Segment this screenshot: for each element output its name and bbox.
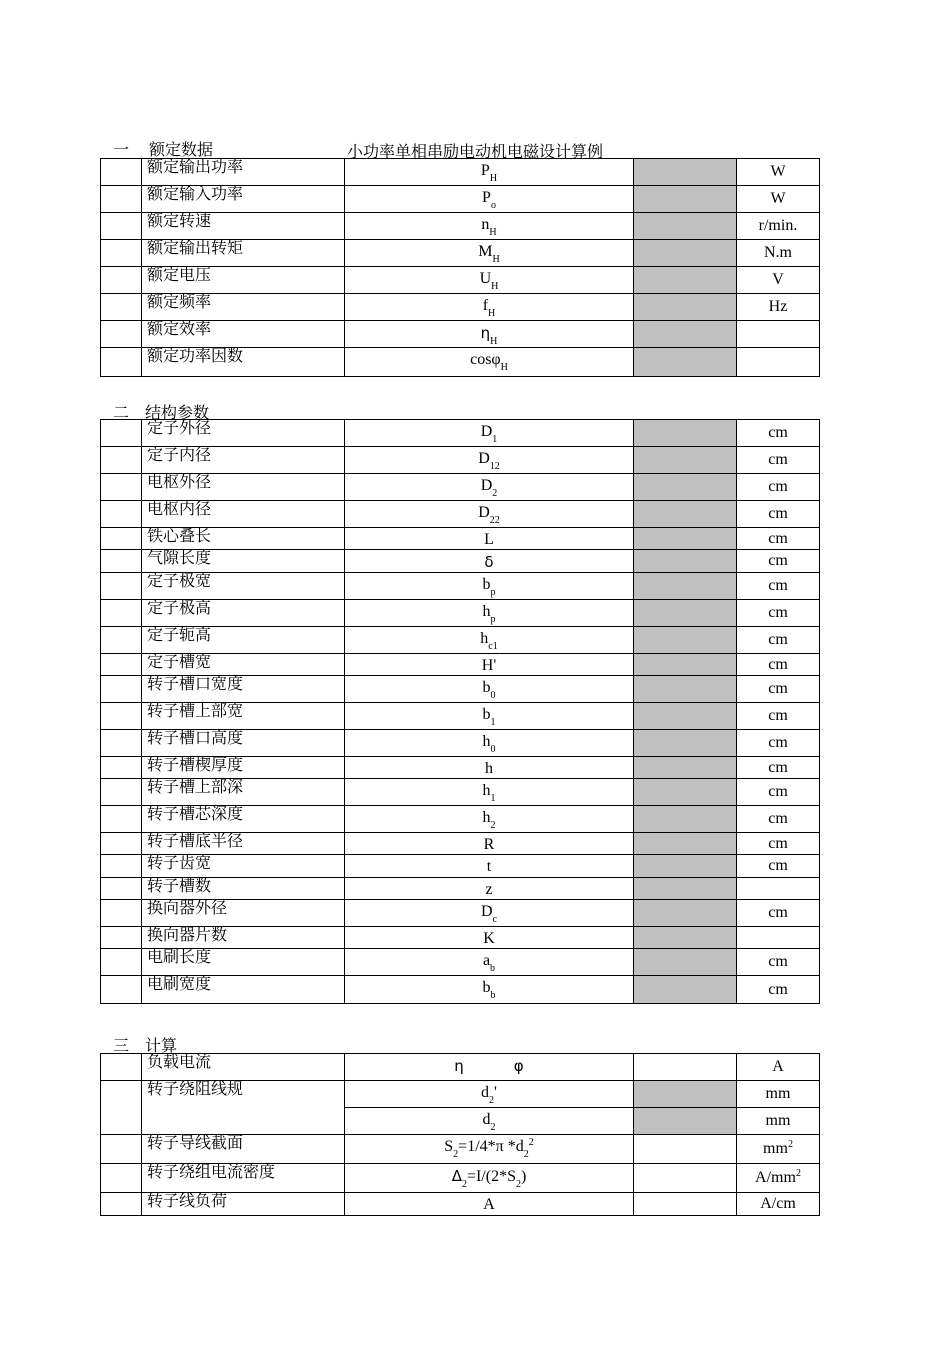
unit-cell: cm [737, 833, 820, 855]
symbol: n [481, 216, 490, 233]
row-label: 转子线负荷 [142, 1193, 345, 1216]
row-label: 转子齿宽 [142, 855, 345, 878]
value-cell[interactable] [634, 159, 737, 186]
table-row [101, 779, 820, 806]
index-cell [101, 213, 142, 240]
unit-cell: cm [737, 627, 820, 654]
symbol: P [482, 189, 491, 206]
table-row [101, 528, 820, 550]
symbol: b [482, 576, 491, 593]
index-cell [101, 1054, 142, 1081]
index-cell [101, 501, 142, 528]
index-cell [101, 186, 142, 213]
symbol-subscript: p [490, 587, 496, 598]
symbol: t [486, 858, 492, 875]
value-cell[interactable] [634, 676, 737, 703]
symbol: D [480, 903, 493, 920]
value-cell[interactable] [634, 627, 737, 654]
row-label: 换向器外径 [142, 900, 345, 927]
value-cell[interactable] [634, 321, 737, 348]
index-cell [101, 1135, 142, 1164]
row-label: 换向器片数 [142, 927, 345, 949]
unit-cell: $mm^2$ [737, 1135, 820, 1164]
symbol-cell [345, 927, 634, 949]
symbol-subscript: 2 [490, 820, 496, 831]
index-cell [101, 528, 142, 550]
index-cell [101, 420, 142, 447]
symbol-subscript: H [489, 173, 498, 184]
row-label: 转子槽上部深 [142, 779, 345, 806]
symbol: a [482, 952, 491, 969]
section-3-number: 三 [113, 1038, 130, 1055]
table-row [101, 186, 820, 213]
value-cell[interactable] [634, 240, 737, 267]
row-label: 额定输出功率 [142, 159, 345, 186]
symbol: D [480, 423, 493, 440]
unit-cell: cm [737, 420, 820, 447]
index-cell [101, 573, 142, 600]
index-cell [101, 779, 142, 806]
symbol: h [482, 809, 491, 826]
symbol: cosφ [470, 351, 501, 368]
value-cell[interactable] [634, 900, 737, 927]
document-title: 小功率单相串励电动机电磁设计算例 [347, 144, 604, 161]
table-row [101, 550, 820, 573]
symbol-subscript: b [490, 990, 496, 1001]
symbol-cell [345, 676, 634, 703]
index-cell [101, 757, 142, 779]
symbol-cell [345, 240, 634, 267]
value-cell[interactable] [634, 573, 737, 600]
unit-cell: A [737, 1054, 820, 1081]
index-cell [101, 550, 142, 573]
table-row [101, 600, 820, 627]
unit-cell: cm [737, 976, 820, 1004]
symbol: b [482, 979, 491, 996]
table-row [101, 703, 820, 730]
symbol: h [480, 630, 489, 647]
row-label: 气隙长度 [142, 550, 345, 573]
unit-cell: $A/mm^2$ [737, 1164, 820, 1193]
index-cell [101, 159, 142, 186]
row-label: 转子槽芯深度 [142, 806, 345, 833]
unit-cell: cm [737, 573, 820, 600]
index-cell [101, 654, 142, 676]
unit-cell: cm [737, 730, 820, 757]
table-row [101, 1135, 820, 1164]
unit-cell: V [737, 267, 820, 294]
symbol: h [482, 782, 491, 799]
row-label: 电刷长度 [142, 949, 345, 976]
row-label: 转子绕组电流密度 [142, 1164, 345, 1193]
value-cell[interactable] [634, 1193, 737, 1216]
row-label: 额定电压 [142, 267, 345, 294]
symbol-cell [345, 878, 634, 900]
table-row [101, 1193, 820, 1216]
value-cell[interactable] [634, 348, 737, 377]
symbol-subscript: 1 [492, 434, 498, 445]
value-cell[interactable] [634, 927, 737, 949]
symbol-cell [345, 550, 634, 573]
row-label: 电刷宽度 [142, 976, 345, 1004]
symbol-cell [345, 573, 634, 600]
section-2-title: 结构参数 [145, 405, 210, 422]
symbol-cell [345, 976, 634, 1004]
index-cell [101, 600, 142, 627]
row-label: 电枢外径 [142, 474, 345, 501]
unit-cell: Hz [737, 294, 820, 321]
unit-cell: cm [737, 550, 820, 573]
section-3-title: 计算 [145, 1038, 178, 1055]
symbol-cell [345, 267, 634, 294]
symbol-subscript: c [492, 914, 497, 925]
symbol-subscript: H [492, 254, 500, 265]
table-row [101, 1164, 820, 1193]
table-row [101, 447, 820, 474]
symbol-cell [345, 474, 634, 501]
value-cell[interactable] [634, 213, 737, 240]
unit-cell: cm [737, 949, 820, 976]
table-row [101, 213, 820, 240]
symbol-cell [345, 528, 634, 550]
index-cell [101, 730, 142, 757]
symbol-cell: $d_2'$ [345, 1081, 634, 1108]
table-row [101, 501, 820, 528]
table-row [101, 949, 820, 976]
symbol: K [483, 930, 495, 947]
table-row [101, 855, 820, 878]
index-cell [101, 447, 142, 474]
table-row [101, 474, 820, 501]
unit-cell [737, 878, 820, 900]
table-row [101, 976, 820, 1004]
symbol-subscript: H [488, 308, 496, 319]
row-label: 转子绕阻线规 [142, 1081, 345, 1135]
formula-cell: $S_2=1/4*\pi$ $*d_2^2$ [345, 1135, 634, 1164]
symbol-cell [345, 213, 634, 240]
value-cell[interactable] [634, 1081, 737, 1108]
symbol: D [478, 450, 490, 467]
index-cell [101, 806, 142, 833]
unit-cell: W [737, 159, 820, 186]
value-cell[interactable] [634, 501, 737, 528]
value-cell[interactable] [634, 1135, 737, 1164]
symbol: H' [481, 657, 497, 674]
symbol-cell [345, 348, 634, 377]
symbol-cell: A [345, 1193, 634, 1216]
symbol: δ [484, 553, 494, 571]
value-cell[interactable] [634, 703, 737, 730]
symbol-cell [345, 186, 634, 213]
symbol: η [480, 324, 491, 342]
table-row [101, 420, 820, 447]
eta-symbol: η [454, 1057, 464, 1075]
unit-cell: mm [737, 1108, 820, 1135]
index-cell [101, 855, 142, 878]
rated-data-table [100, 158, 820, 377]
symbol-cell [345, 900, 634, 927]
value-cell[interactable] [634, 1108, 737, 1135]
index-cell [101, 676, 142, 703]
section-1-number: 一 [113, 142, 130, 159]
value-cell[interactable] [634, 550, 737, 573]
unit-cell: mm [737, 1081, 820, 1108]
index-cell [101, 878, 142, 900]
value-cell[interactable] [634, 186, 737, 213]
unit-cell: W [737, 186, 820, 213]
symbol-subscript: c1 [488, 641, 498, 652]
symbol-cell [345, 949, 634, 976]
value-cell[interactable] [634, 600, 737, 627]
table-row [101, 573, 820, 600]
unit-cell: cm [737, 474, 820, 501]
table-row [101, 348, 820, 377]
row-label: 转子槽底半径 [142, 833, 345, 855]
table-row [101, 267, 820, 294]
symbol: h [485, 760, 493, 777]
index-cell [101, 1193, 142, 1216]
symbol-subscript: 1 [490, 793, 496, 804]
symbol-cell [345, 779, 634, 806]
index-cell [101, 627, 142, 654]
value-cell[interactable] [634, 730, 737, 757]
unit-cell: cm [737, 806, 820, 833]
unit-cell: cm [737, 501, 820, 528]
row-label: 定子外径 [142, 420, 345, 447]
section-1-title: 额定数据 [149, 142, 214, 159]
index-cell [101, 703, 142, 730]
row-label: 转子槽楔厚度 [142, 757, 345, 779]
table-row [101, 900, 820, 927]
symbol-subscript: H [491, 281, 499, 292]
symbol-cell [345, 294, 634, 321]
symbol-cell [345, 654, 634, 676]
row-label: 转子导线截面 [142, 1135, 345, 1164]
row-label: 负载电流 [142, 1054, 345, 1081]
table-row [101, 321, 820, 348]
symbol: R [483, 836, 495, 853]
unit-cell: A/cm [737, 1193, 820, 1216]
symbol-cell [345, 855, 634, 878]
symbol-cell [345, 1054, 634, 1081]
index-cell [101, 240, 142, 267]
table-row [101, 1081, 820, 1108]
symbol-subscript: 2 [492, 488, 498, 499]
table-row [101, 294, 820, 321]
symbol: f [482, 297, 489, 314]
unit-cell: cm [737, 676, 820, 703]
index-cell [101, 1081, 142, 1135]
symbol-subscript: 12 [489, 461, 500, 472]
symbol: M [478, 243, 493, 260]
symbol: h [482, 733, 491, 750]
symbol: h [482, 603, 491, 620]
index-cell [101, 900, 142, 927]
symbol-cell [345, 703, 634, 730]
row-label: 电枢内径 [142, 501, 345, 528]
value-cell[interactable] [634, 528, 737, 550]
value-cell[interactable] [634, 833, 737, 855]
row-label: 额定输入功率 [142, 186, 345, 213]
unit-cell [737, 348, 820, 377]
table-row [101, 159, 820, 186]
symbol-subscript: 0 [490, 690, 496, 701]
unit-cell: r/min. [737, 213, 820, 240]
symbol: D [478, 504, 490, 521]
index-cell [101, 976, 142, 1004]
row-label: 定子内径 [142, 447, 345, 474]
unit-cell: cm [737, 600, 820, 627]
value-cell[interactable] [634, 447, 737, 474]
symbol-cell [345, 627, 634, 654]
table-row [101, 654, 820, 676]
symbol-subscript: 1 [490, 717, 496, 728]
symbol-cell [345, 833, 634, 855]
row-label: 铁心叠长 [142, 528, 345, 550]
symbol-cell [345, 420, 634, 447]
unit-cell [737, 321, 820, 348]
table-row [101, 676, 820, 703]
symbol: D [480, 477, 493, 494]
symbol-cell [345, 600, 634, 627]
table-row [101, 730, 820, 757]
symbol: L [484, 531, 494, 548]
table-row [101, 627, 820, 654]
row-label: 定子槽宽 [142, 654, 345, 676]
symbol: b [482, 679, 491, 696]
row-label: 额定效率 [142, 321, 345, 348]
row-label: 额定频率 [142, 294, 345, 321]
row-label: 转子槽口宽度 [142, 676, 345, 703]
row-label: 定子极高 [142, 600, 345, 627]
table-row [101, 878, 820, 900]
index-cell [101, 294, 142, 321]
index-cell [101, 949, 142, 976]
symbol-subscript: H [490, 336, 498, 347]
unit-cell: cm [737, 528, 820, 550]
index-cell [101, 267, 142, 294]
table-row [101, 806, 820, 833]
phi-symbol: φ [513, 1057, 524, 1075]
row-label: 额定输出转矩 [142, 240, 345, 267]
row-label: 额定转速 [142, 213, 345, 240]
symbol-subscript: 0 [490, 744, 496, 755]
symbol-subscript: b [490, 963, 496, 974]
unit-cell: N.m [737, 240, 820, 267]
table-row [101, 240, 820, 267]
row-label: 额定功率因数 [142, 348, 345, 377]
unit-cell [737, 927, 820, 949]
symbol-subscript: o [490, 200, 496, 211]
unit-cell: cm [737, 447, 820, 474]
index-cell [101, 833, 142, 855]
symbol-cell [345, 730, 634, 757]
unit-cell: cm [737, 779, 820, 806]
index-cell [101, 474, 142, 501]
symbol-subscript: p [490, 614, 496, 625]
symbol-cell [345, 447, 634, 474]
value-cell[interactable] [634, 1054, 737, 1081]
symbol-cell [345, 806, 634, 833]
value-cell[interactable] [634, 976, 737, 1004]
symbol: z [485, 881, 493, 898]
value-cell[interactable] [634, 949, 737, 976]
symbol-cell [345, 159, 634, 186]
symbol: U [479, 270, 492, 287]
unit-cell: cm [737, 757, 820, 779]
value-cell[interactable] [634, 1164, 737, 1193]
calculation-table [100, 1053, 820, 1216]
table-row [101, 1054, 820, 1081]
symbol: P [480, 162, 490, 179]
symbol-cell [345, 501, 634, 528]
index-cell [101, 348, 142, 377]
value-cell[interactable] [634, 878, 737, 900]
symbol-subscript: H [489, 227, 497, 238]
symbol-subscript: 22 [489, 515, 500, 526]
table-row [101, 927, 820, 949]
value-cell[interactable] [634, 654, 737, 676]
value-cell[interactable] [634, 294, 737, 321]
symbol: b [482, 706, 491, 723]
index-cell [101, 927, 142, 949]
value-cell[interactable] [634, 779, 737, 806]
value-cell[interactable] [634, 806, 737, 833]
symbol-cell: $d_2$ [345, 1108, 634, 1135]
value-cell[interactable] [634, 757, 737, 779]
index-cell [101, 1164, 142, 1193]
table-row [101, 757, 820, 779]
index-cell [101, 321, 142, 348]
value-cell[interactable] [634, 420, 737, 447]
unit-cell: cm [737, 900, 820, 927]
symbol-subscript: H [500, 362, 508, 373]
row-label: 定子极宽 [142, 573, 345, 600]
unit-cell: cm [737, 703, 820, 730]
unit-cell: cm [737, 855, 820, 878]
formula-cell: $\Delta_2=I/(2*S_2)$ [345, 1164, 634, 1193]
symbol-cell [345, 757, 634, 779]
unit-cell: cm [737, 654, 820, 676]
row-label: 定子轭高 [142, 627, 345, 654]
table-row [101, 833, 820, 855]
value-cell[interactable] [634, 474, 737, 501]
row-label: 转子槽口高度 [142, 730, 345, 757]
value-cell[interactable] [634, 855, 737, 878]
section-2-number: 二 [113, 405, 130, 422]
symbol-cell [345, 321, 634, 348]
row-label: 转子槽数 [142, 878, 345, 900]
structure-params-table [100, 419, 820, 1004]
value-cell[interactable] [634, 267, 737, 294]
row-label: 转子槽上部宽 [142, 703, 345, 730]
